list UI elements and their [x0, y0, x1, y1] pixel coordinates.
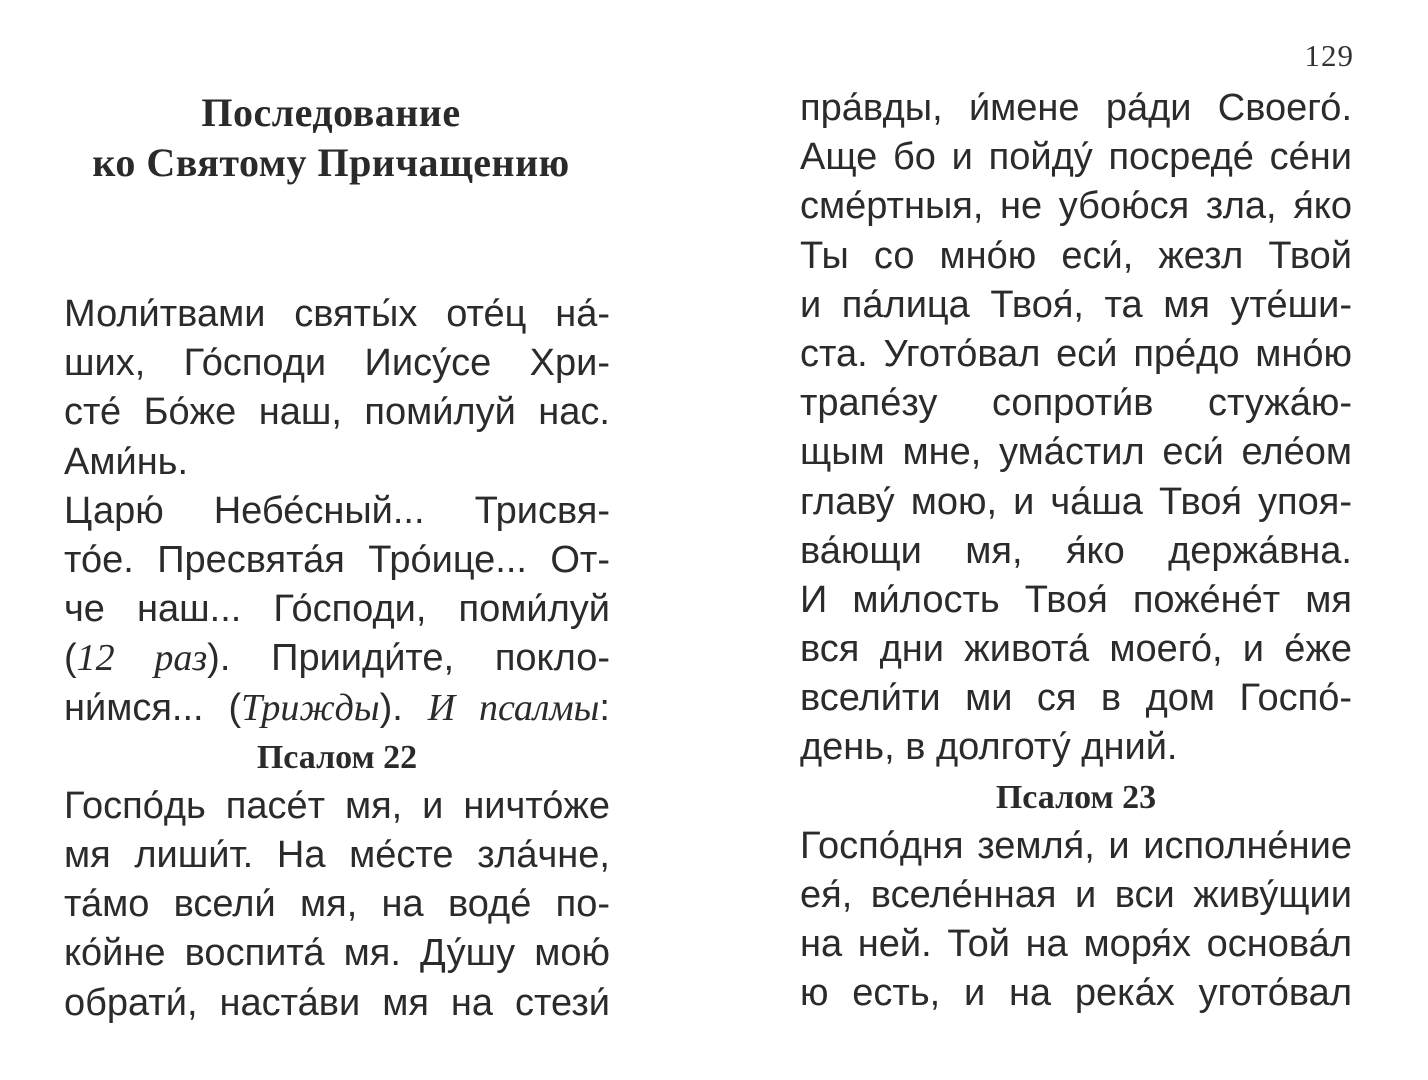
text-line: Царю́ Небе́сный... Трисвя- — [64, 489, 610, 532]
text-line: день, в долготу́ дний. — [800, 726, 1178, 769]
text-line: обрати́, наста́ви мя на стези́ — [64, 981, 610, 1024]
text-line: ея́, вселе́нная и вси живу́щии — [800, 874, 1352, 916]
text-fragment: ). — [379, 686, 428, 729]
text-line: Аще бо и пойду́ посреде́ се́ни — [800, 136, 1352, 179]
text-line: Моли́твами святы́х оте́ц на́- — [64, 293, 610, 335]
italic-rubric: И псалмы — [427, 686, 600, 729]
right-column — [800, 84, 1352, 1019]
text-line: щым мне, ума́стил еси́ еле́ом — [800, 431, 1352, 474]
text-line: сте́ Бо́же наш, поми́луй нас. — [64, 391, 610, 434]
text-fragment: ни́мся... ( — [64, 686, 242, 729]
page-number: 129 — [1304, 38, 1354, 73]
text-line-mixed — [64, 684, 610, 733]
text-line: та́мо всели́ мя, на воде́ по- — [64, 883, 610, 926]
text-line: трапе́зу сопроти́в стужа́ю- — [800, 382, 1352, 425]
text-line: ших, Го́споди Иису́се Хри- — [64, 342, 610, 385]
italic-rubric: Трижды — [241, 686, 380, 729]
text-fragment: ). Прииди́те, покло- — [207, 637, 610, 680]
psalm-23-text — [800, 822, 1352, 1019]
psalm-22-continued — [800, 84, 1352, 773]
psalm-22-text — [64, 782, 610, 1028]
text-line: Госпо́дня земля́, и исполне́ние — [800, 824, 1352, 867]
text-line: то́е. Пресвята́я Тро́ице... От- — [64, 538, 610, 581]
text-line: че наш... Го́споди, поми́луй — [64, 588, 610, 631]
text-line: мя лиши́т. На ме́сте зла́чне, — [64, 834, 610, 877]
psalm-23-heading: Псалом 23 — [995, 778, 1157, 816]
psalm-22-heading: Псалом 22 — [256, 738, 418, 776]
text-line: ко́йне воспита́ мя. Ду́шу мою́ — [64, 932, 610, 975]
text-line: сме́ртныя, не убою́ся зла, я́ко — [800, 185, 1352, 228]
text-line: Ты со мно́ю еси́, жезл Твой — [800, 234, 1352, 277]
text-line: на ней. Той на моря́х основа́л — [800, 923, 1352, 966]
rubric-paragraph — [64, 487, 610, 733]
text-line: Госпо́дь пасе́т мя, и ничто́же — [64, 784, 610, 827]
title-line-1: Последование — [201, 90, 461, 135]
text-line: И ми́лость Твоя́ поже́не́т мя — [800, 578, 1352, 621]
text-line: и па́лица Твоя́, та мя уте́ши- — [800, 283, 1352, 326]
text-line-mixed — [64, 634, 610, 683]
title-spacer — [64, 188, 610, 290]
text-line: Ами́нь. — [64, 440, 189, 483]
italic-rubric: 12 раз — [76, 637, 208, 680]
left-column — [64, 84, 610, 1028]
text-line: ю есть, и на река́х угото́вал — [800, 972, 1352, 1015]
text-line: вся дни живота́ моего́, и е́же — [800, 628, 1352, 671]
opening-prayer — [64, 290, 610, 487]
text-line: ва́ющи мя, я́ко держа́вна. — [800, 529, 1352, 572]
section-title — [52, 88, 610, 188]
text-line: всели́ти ми ся в дом Госпо́- — [800, 677, 1352, 720]
text-line: главу́ мою, и ча́ша Твоя́ упоя- — [800, 480, 1352, 523]
text-fragment: : — [599, 686, 610, 729]
text-line: пра́вды, и́мене ра́ди Своего́. — [800, 87, 1352, 129]
text-fragment: ( — [64, 637, 77, 680]
title-line-2: ко Святому Причащению — [92, 140, 570, 185]
text-line: ста. Угото́вал еси́ пре́до мно́ю — [800, 332, 1352, 375]
